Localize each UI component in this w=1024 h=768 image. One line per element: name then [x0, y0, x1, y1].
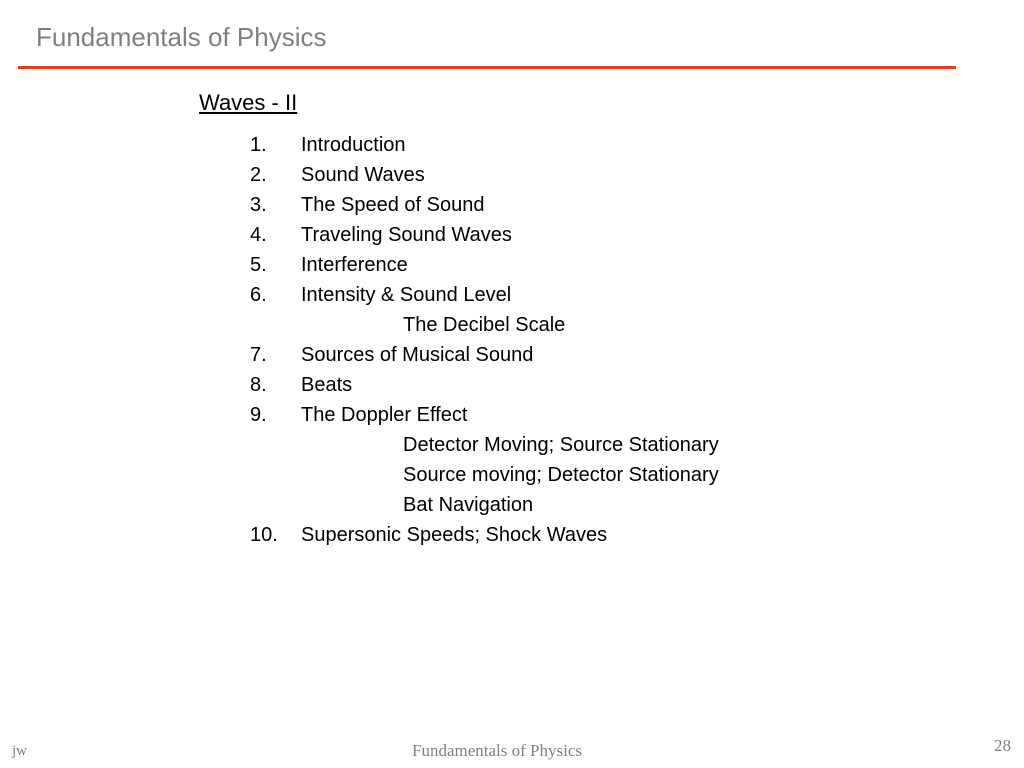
toc-item-number: 1.: [250, 134, 267, 156]
toc-item-text: Traveling Sound Waves: [301, 224, 512, 246]
toc-item-number: 9.: [250, 404, 267, 426]
toc-item-number: 6.: [250, 284, 267, 306]
toc-item: [250, 160, 870, 190]
toc-item-text: Sources of Musical Sound: [301, 344, 534, 366]
toc-item-text: The Doppler Effect: [301, 404, 468, 426]
toc-item: [250, 340, 870, 370]
toc-item-text: Introduction: [301, 134, 406, 156]
toc-subitem: [250, 460, 870, 490]
toc-item-text: The Speed of Sound: [301, 194, 485, 216]
toc-item-number: 5.: [250, 254, 267, 276]
toc-item: [250, 370, 870, 400]
toc-item-number: 3.: [250, 194, 267, 216]
toc-subitem-text: The Decibel Scale: [403, 314, 566, 336]
toc-item-number: 7.: [250, 344, 267, 366]
toc-item: [250, 130, 870, 160]
toc-item-text: Interference: [301, 254, 408, 276]
toc-item-text: Sound Waves: [301, 164, 425, 186]
toc-item: [250, 400, 870, 430]
toc-item-text: Supersonic Speeds; Shock Waves: [301, 524, 608, 546]
footer-author: jw: [12, 743, 27, 759]
toc-item-text: Beats: [301, 374, 353, 396]
toc-item: [250, 220, 870, 250]
toc-subitem-text: Detector Moving; Source Stationary: [403, 434, 719, 456]
toc-subitem-text: Source moving; Detector Stationary: [403, 464, 719, 486]
slide-title: Fundamentals of Physics: [36, 22, 327, 52]
toc-subitem-text: Bat Navigation: [403, 494, 534, 516]
toc-item-number: 10.: [250, 524, 278, 546]
toc-item-number: 8.: [250, 374, 267, 396]
title-divider: [18, 66, 956, 69]
table-of-contents: [250, 130, 870, 550]
page-number: 28: [994, 736, 1011, 755]
toc-item: [250, 250, 870, 280]
toc-item: [250, 280, 870, 310]
toc-item: [250, 190, 870, 220]
toc-subitem: [250, 430, 870, 460]
toc-subitem: [250, 310, 870, 340]
toc-item-number: 4.: [250, 224, 267, 246]
toc-item-number: 2.: [250, 164, 267, 186]
toc-subitem: [250, 490, 870, 520]
section-heading: Waves - II: [199, 90, 298, 115]
toc-item-text: Intensity & Sound Level: [301, 284, 512, 306]
footer-title: Fundamentals of Physics: [412, 741, 582, 760]
toc-item: [250, 520, 870, 550]
